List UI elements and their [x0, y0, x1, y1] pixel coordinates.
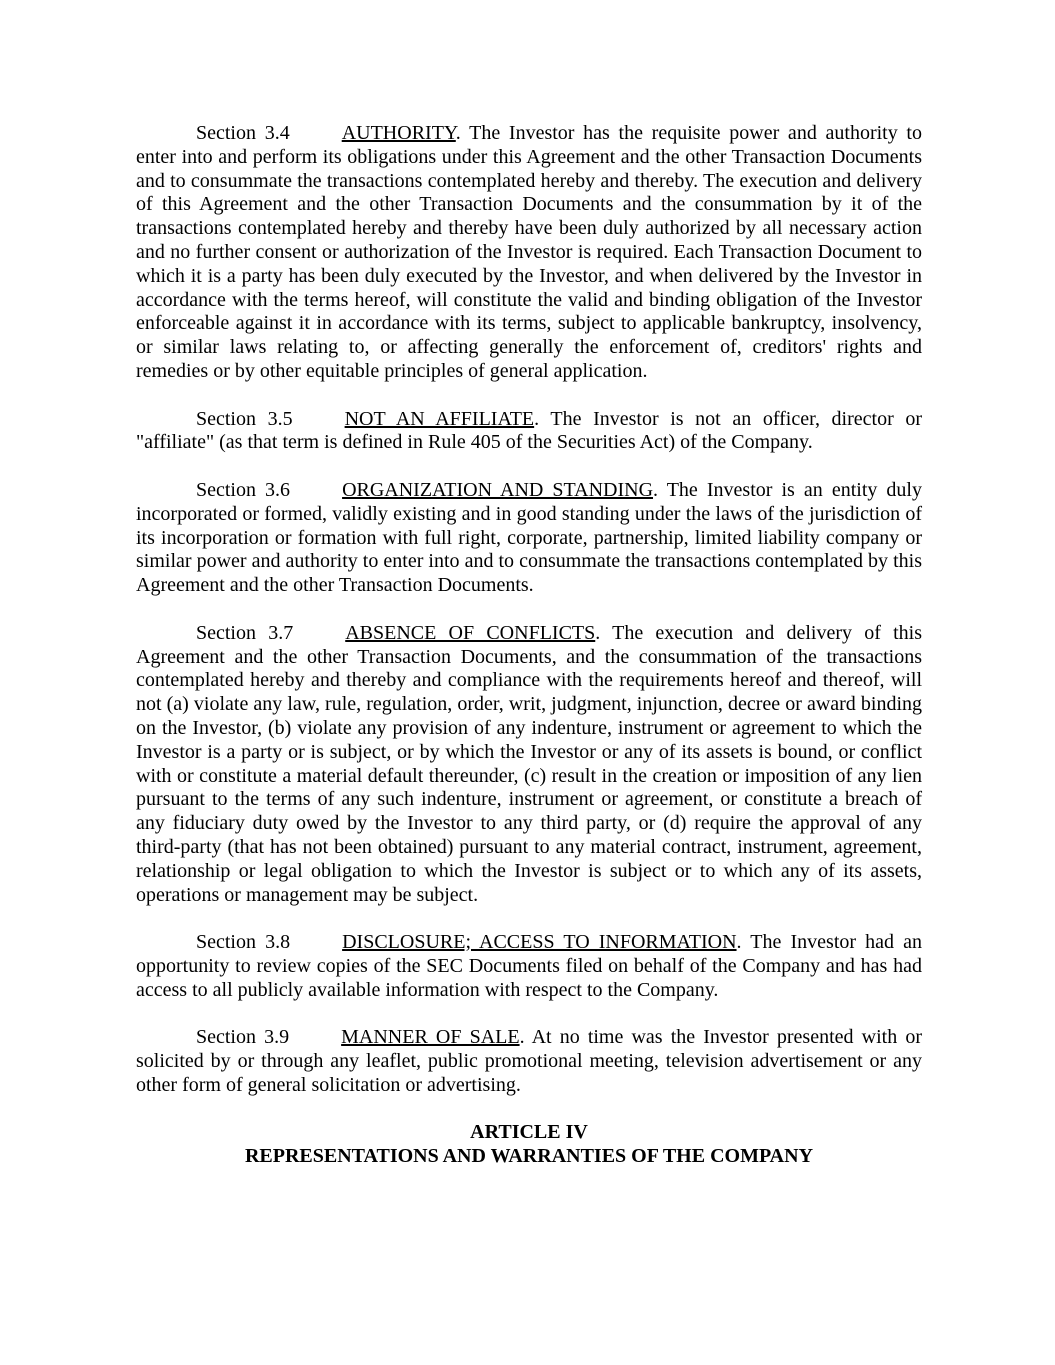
section-3-8-label: Section 3.8 — [196, 931, 291, 954]
section-3-6-label: Section 3.6 — [196, 478, 291, 501]
section-3-6-heading: ORGANIZATION AND STANDING — [342, 478, 654, 501]
section-3-7-label: Section 3.7 — [196, 621, 294, 644]
section-3-7-heading: ABSENCE OF CONFLICTS — [345, 621, 596, 644]
section-3-8-heading: DISCLOSURE; ACCESS TO INFORMATION — [342, 931, 737, 954]
section-3-7-paragraph — [136, 622, 922, 908]
section-3-6-body: . The Investor is an entity duly incorporated or formed, validly existing and in good standing under the laws of the jurisdiction of its incorporation or formation with full right, corporate, partnership, limited liability company or similar power and authority to enter into and to consummate the transactions contemplated by this Agreement and the other Transaction Documents. — [136, 478, 922, 597]
section-3-4-body: . The Investor has the requisite power and authority to enter into and perform its obligations under this Agreement and the other Transaction Documents and to consummate the transactions contemplated hereby and thereby. The execution and delivery of this Agreement and the other Transaction Documents and the consummation by it of the transactions contemplated hereby and thereby have been duly authorized by all necessary action and no further consent or authorization of the Investor is required. Each Transaction Document to which it is a party has been duly executed by the Investor, and when delivered by the Investor in accordance with the terms hereof, will constitute the valid and binding obligation of the Investor enforceable against it in accordance with its terms, subject to applicable bankruptcy, insolvency, or similar laws relating to, or affecting generally the enforcement of, creditors' rights and remedies or by other equitable principles of general application. — [136, 122, 922, 382]
section-3-6-paragraph — [136, 479, 922, 598]
section-3-9-body: . At no time was the Investor presented with or solicited by or through any leaflet, public promotional meeting, television advertisement or any other form of general solicitation or advertising. — [136, 1026, 922, 1096]
article-iv-title: ARTICLE IV — [470, 1121, 588, 1144]
section-3-7-body: . The execution and delivery of this Agreement and the other Transaction Documents, and the consummation of the transactions contemplated hereby and thereby and compliance with the requirements hereof and thereof, will not (a) violate any law, rule, regulation, order, writ, judgment, injunction, decree or award binding on the Investor, (b) violate any provision of any indenture, instrument or agreement to which the Investor is a party or is subject, or by which the Investor or any of its assets is bound, or conflict with or constitute a material default thereunder, (c) result in the creation or imposition of any lien pursuant to the terms of any such indenture, instrument or agreement, or constitute a breach of any fiduciary duty owed by the Investor to any third party, or (d) require the approval of any third-party (that has not been obtained) pursuant to any material contract, instrument, agreement, relationship or legal obligation to which the Investor is subject or to which any of its assets, operations or management may be subject. — [136, 621, 922, 906]
section-3-4-label: Section 3.4 — [196, 122, 290, 144]
section-3-5-paragraph — [136, 408, 922, 456]
section-3-4-paragraph — [136, 122, 922, 384]
section-3-5-body: . The Investor is not an officer, director or "affiliate" (as that term is defined in Rule 405 of the Securities Act) of the Company. — [136, 407, 923, 454]
article-iv-subtitle: REPRESENTATIONS AND WARRANTIES OF THE COMPANY — [244, 1145, 814, 1168]
section-3-5-heading: NOT AN AFFILIATE — [344, 407, 535, 430]
section-3-4-heading: AUTHORITY — [341, 122, 456, 144]
section-3-8-body: . The Investor had an opportunity to review copies of the SEC Documents filed on behalf of the Company and has had access to all publicly available information with respect to the Company. — [136, 931, 922, 1001]
article-iv-heading — [136, 1121, 922, 1169]
section-3-8-paragraph — [136, 931, 922, 1002]
section-3-9-heading: MANNER OF SALE — [341, 1026, 520, 1049]
section-3-5-label: Section 3.5 — [196, 407, 293, 430]
section-3-9-label: Section 3.9 — [196, 1026, 290, 1049]
section-3-9-paragraph — [136, 1026, 922, 1097]
